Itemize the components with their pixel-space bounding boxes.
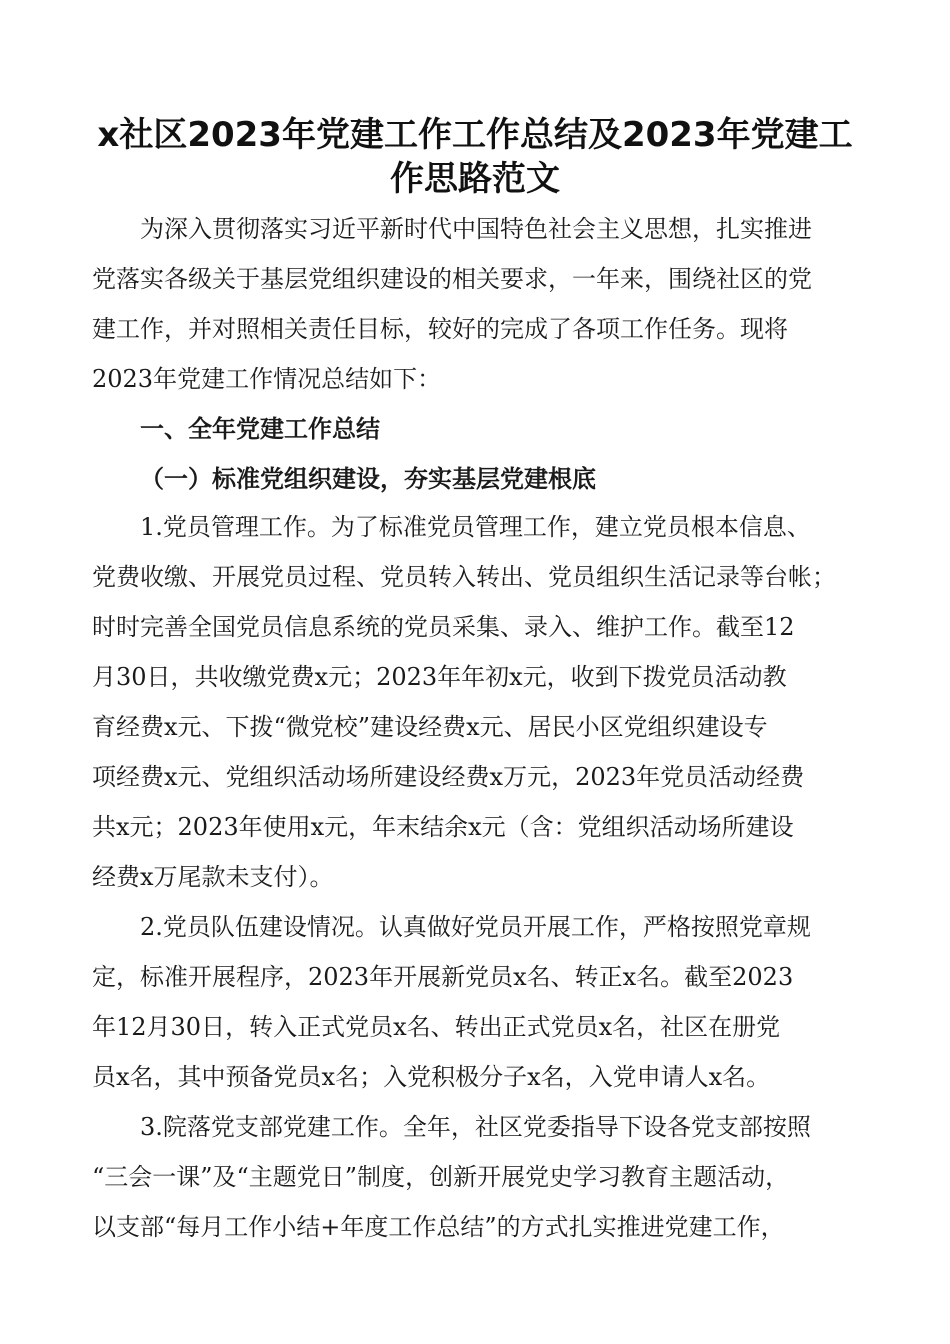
item2-line-4: 员x名，其中预备党员x名；入党积极分子x名，入党申请人x名。 — [92, 1063, 771, 1091]
intro-line-2: 党落实各级关于基层党组织建设的相关要求，一年来，围绕社区的党 — [92, 265, 812, 293]
item1-line-7: 共x元；2023年使用x元，年末结余x元（含：党组织活动场所建设 — [92, 813, 794, 841]
item1-line-5: 育经费x元、下拨“微党校”建设经费x元、居民小区党组织建设专 — [92, 713, 768, 741]
intro-line-4: 2023年党建工作情况总结如下： — [92, 365, 442, 393]
intro-line-1: 为深入贯彻落实习近平新时代中国特色社会主义思想，扎实推进 — [140, 215, 812, 243]
item1-line-4: 月30日，共收缴党费x元；2023年年初x元，收到下拨党员活动教 — [92, 663, 787, 691]
item2-line-1: 2.党员队伍建设情况。认真做好党员开展工作，严格按照党章规 — [140, 913, 811, 941]
intro-line-3: 建工作，并对照相关责任目标，较好的完成了各项工作任务。现将 — [92, 315, 788, 343]
section-heading: 一、全年党建工作总结 — [140, 415, 380, 443]
subsection-heading: （一）标准党组织建设，夯实基层党建根底 — [140, 465, 596, 493]
item1-line-6: 项经费x元、党组织活动场所建设经费x万元，2023年党员活动经费 — [92, 763, 805, 791]
item2-line-3: 年12月30日，转入正式党员x名、转出正式党员x名，社区在册党 — [92, 1013, 781, 1041]
item1-line-3: 时时完善全国党员信息系统的党员采集、录入、维护工作。截至12 — [92, 613, 795, 641]
item2-line-2: 定，标准开展程序，2023年开展新党员x名、转正x名。截至2023 — [92, 963, 794, 991]
title-line-2: 作思路范文 — [390, 159, 560, 199]
title-line-1: x社区2023年党建工作工作总结及2023年党建工 — [97, 115, 853, 155]
item3-line-2: “三会一课”及“主题党日”制度，创新开展党史学习教育主题活动， — [92, 1163, 790, 1191]
item3-line-1: 3.院落党支部党建工作。全年，社区党委指导下设各党支部按照 — [140, 1113, 811, 1141]
item1-line-8: 经费x万尾款未支付）。 — [92, 863, 334, 891]
item1-line-2: 党费收缴、开展党员过程、党员转入转出、党员组织生活记录等台帐； — [92, 563, 836, 591]
item1-line-1: 1.党员管理工作。为了标准党员管理工作，建立党员根本信息、 — [140, 513, 811, 541]
item3-line-3: 以支部“每月工作小结+年度工作总结”的方式扎实推进党建工作， — [92, 1213, 785, 1241]
